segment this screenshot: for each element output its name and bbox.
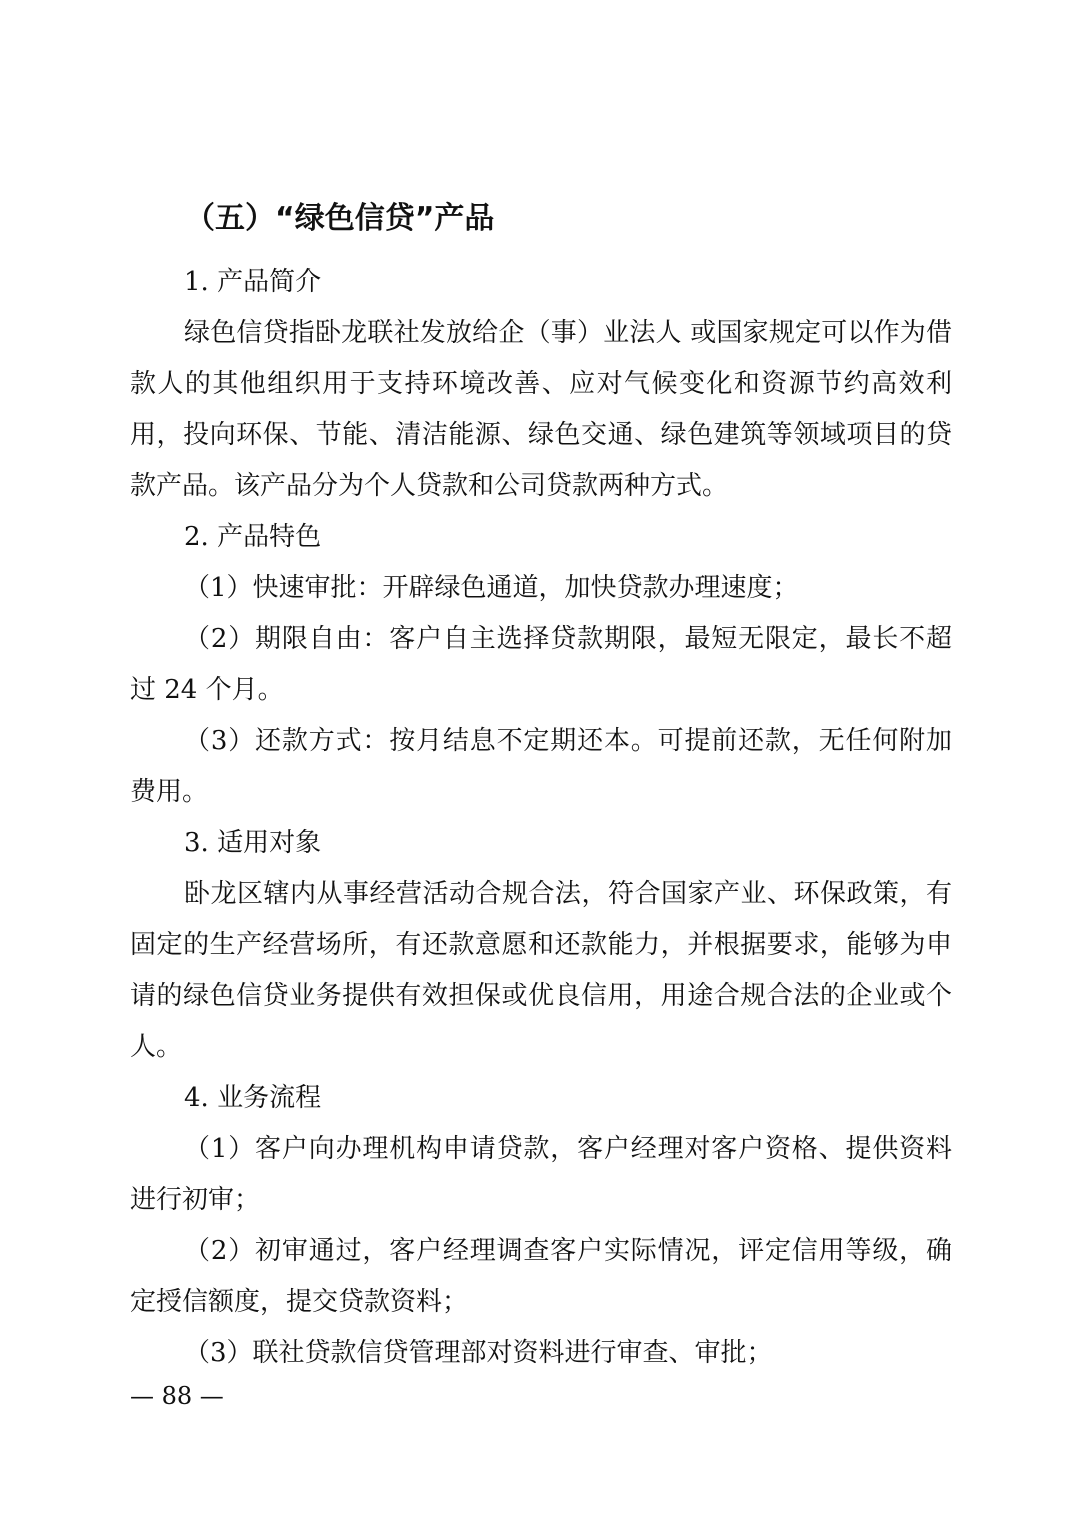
- section-heading: （五）“绿色信贷”产品: [185, 201, 495, 236]
- paragraph-feature-2: （2）期限自由：客户自主选择贷款期限，最短无限定，最长不超过 24 个月。: [130, 624, 952, 705]
- document-body: [130, 257, 952, 1379]
- subsection-title-target: 3. 适用对象: [184, 828, 322, 858]
- paragraph-process-3: （3）联社贷款信贷管理部对资料进行审查、审批；: [184, 1338, 773, 1368]
- paragraph-process-2: （2）初审通过，客户经理调查客户实际情况，评定信用等级，确定授信额度，提交贷款资料；: [130, 1236, 952, 1317]
- page-number: — 88 —: [130, 1382, 224, 1410]
- subsection-title-process: 4. 业务流程: [184, 1083, 322, 1113]
- subsection-title-intro: 1. 产品简介: [184, 267, 322, 297]
- paragraph-feature-1: （1）快速审批：开辟绿色通道，加快贷款办理速度；: [184, 573, 799, 603]
- paragraph-target: 卧龙区辖内从事经营活动合规合法，符合国家产业、环保政策，有固定的生产经营场所，有还款意愿和还款能力，并根据要求，能够为申请的绿色信贷业务提供有效担保或优良信用，用途合规合法的企业或个人。: [130, 879, 952, 1062]
- paragraph-feature-3: （3）还款方式：按月结息不定期还本。可提前还款，无任何附加费用。: [130, 726, 952, 807]
- subsection-title-features: 2. 产品特色: [184, 522, 322, 552]
- paragraph-intro: 绿色信贷指卧龙联社发放给企（事）业法人 或国家规定可以作为借款人的其他组织用于支持环境改善、应对气候变化和资源节约高效利用，投向环保、节能、清洁能源、绿色交通、绿色建筑等领域项目的贷款产品。该产品分为个人贷款和公司贷款两种方式。: [130, 318, 952, 501]
- paragraph-process-1: （1）客户向办理机构申请贷款，客户经理对客户资格、提供资料进行初审；: [130, 1134, 952, 1215]
